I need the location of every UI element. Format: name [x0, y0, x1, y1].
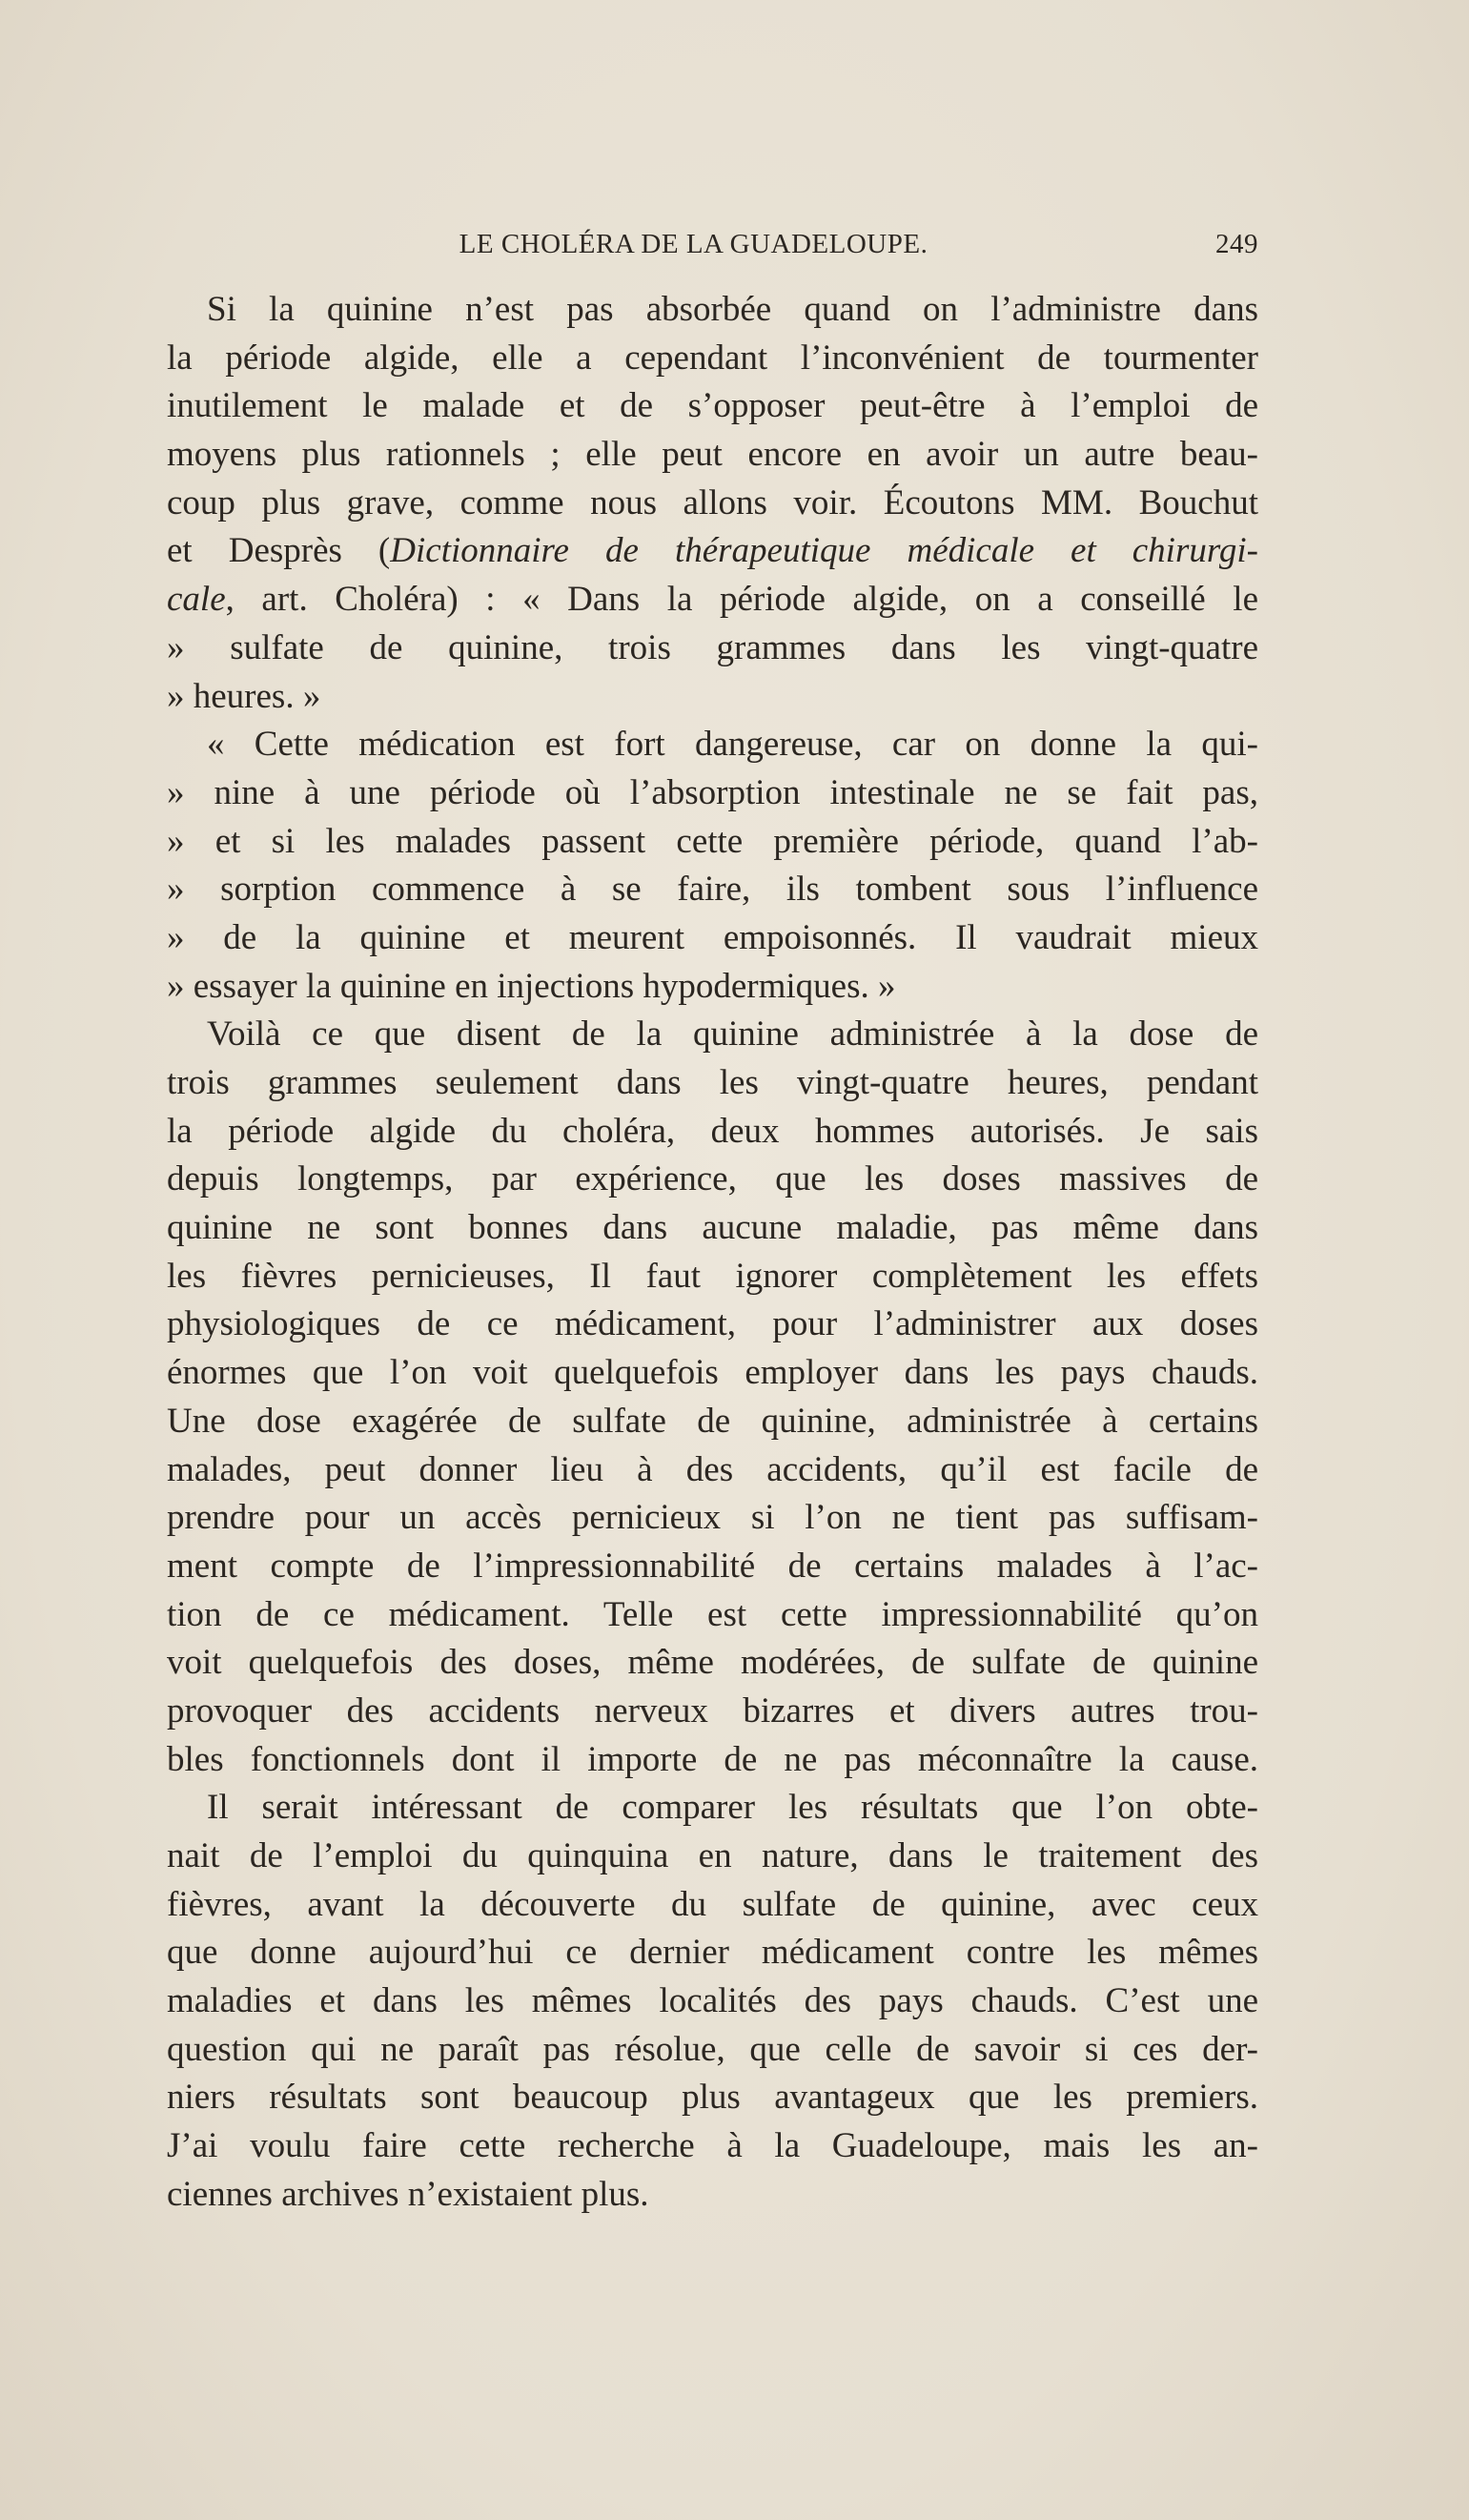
text-segment: coup plus grave, comme nous allons voir. Écoutons MM. Bouchut: [167, 482, 1258, 522]
text-segment: inutilement le malade et de s’opposer peut-être à l’emploi de: [167, 386, 1258, 426]
text-line: [167, 1881, 1258, 1930]
text-line: [167, 527, 1258, 576]
text-line: [167, 2074, 1258, 2122]
text-segment: bles fonctionnels dont il importe de ne pas méconnaître la cause.: [167, 1739, 1258, 1779]
text-line: [167, 382, 1258, 431]
text-segment: ment compte de l’impressionnabilité de certains malades à l’ac-: [167, 1546, 1258, 1586]
text-segment: physiologiques de ce médicament, pour l’administrer aux doses: [167, 1304, 1258, 1344]
text-segment: Si la quinine n’est pas absorbée quand on l’administre dans: [207, 290, 1258, 329]
text-line: [167, 866, 1258, 914]
text-segment: voit quelquefois des doses, même modérées, de sulfate de quinine: [167, 1643, 1258, 1683]
text-line: [167, 431, 1258, 480]
italic-text: cale: [167, 580, 226, 620]
text-line: [167, 818, 1258, 867]
text-segment: » de la quinine et meurent empoisonnés. Il vaudrait mieux: [167, 917, 1258, 957]
text-line: [167, 1543, 1258, 1591]
text-segment: maladies et dans les mêmes localités des pays chauds. C’est une: [167, 1981, 1258, 2021]
text-line: [167, 963, 1258, 1012]
text-segment: énormes que l’on voit quelquefois employer dans les pays chauds.: [167, 1353, 1258, 1393]
text-line: [167, 1833, 1258, 1881]
text-line: [167, 1591, 1258, 1640]
text-line: [167, 1156, 1258, 1204]
text-line: [167, 1349, 1258, 1398]
text-segment: malades, peut donner lieu à des accidents, qu’il est facile de: [167, 1449, 1258, 1489]
running-title: LE CHOLÉRA DE LA GUADELOUPE.: [459, 229, 928, 259]
text-line: [167, 721, 1258, 769]
text-segment: Il serait intéressant de comparer les résultats que l’on obte-: [207, 1788, 1258, 1828]
text-line: [167, 1398, 1258, 1446]
text-line: [167, 2171, 1258, 2220]
text-line: [167, 576, 1258, 625]
text-segment: , art. Choléra) : « Dans la période algide, on a conseillé le: [225, 580, 1258, 620]
text-line: [167, 673, 1258, 722]
text-line: [167, 1639, 1258, 1688]
body-text: [167, 286, 1258, 2220]
text-segment: « Cette médication est fort dangereuse, car on donne la qui-: [207, 725, 1258, 765]
text-line: [167, 2122, 1258, 2171]
italic-text: Dictionnaire de thérapeutique médicale et chirurgi-: [390, 531, 1258, 571]
text-segment: Une dose exagérée de sulfate de quinine, administrée à certains: [167, 1401, 1258, 1441]
text-line: [167, 1204, 1258, 1253]
text-segment: ciennes archives n’existaient plus.: [167, 2174, 649, 2214]
running-header: [167, 229, 1258, 271]
text-segment: moyens plus rationnels ; elle peut encore en avoir un autre beau-: [167, 435, 1258, 475]
text-segment: » nine à une période où l’absorption intestinale ne se fait pas,: [167, 772, 1258, 812]
text-line: [167, 1688, 1258, 1736]
text-line: [167, 914, 1258, 963]
text-segment: niers résultats sont beaucoup plus avantageux que les premiers.: [167, 2078, 1258, 2118]
text-segment: et Desprès (: [167, 531, 391, 571]
text-segment: Voilà ce que disent de la quinine administrée à la dose de: [207, 1014, 1258, 1055]
text-line: [167, 1784, 1258, 1833]
text-line: [167, 1736, 1258, 1785]
text-line: [167, 1301, 1258, 1349]
text-segment: tion de ce médicament. Telle est cette impressionnabilité qu’on: [167, 1594, 1258, 1634]
text-line: [167, 1253, 1258, 1301]
text-segment: quinine ne sont bonnes dans aucune maladie, pas même dans: [167, 1208, 1258, 1248]
text-segment: » heures. »: [167, 676, 321, 716]
text-segment: J’ai voulu faire cette recherche à la Guadeloupe, mais les an-: [167, 2126, 1258, 2166]
text-segment: la période algide, elle a cependant l’inconvénient de tourmenter: [167, 338, 1258, 378]
text-segment: fièvres, avant la découverte du sulfate de quinine, avec ceux: [167, 1884, 1258, 1924]
text-segment: les fièvres pernicieuses, Il faut ignorer complètement les effets: [167, 1256, 1258, 1296]
text-line: [167, 1929, 1258, 1977]
text-line: [167, 1059, 1258, 1108]
text-line: [167, 1446, 1258, 1495]
text-segment: la période algide du choléra, deux hommes autorisés. Je sais: [167, 1111, 1258, 1151]
page-number: 249: [1215, 229, 1258, 259]
text-segment: prendre pour un accès pernicieux si l’on ne tient pas suffisam-: [167, 1498, 1258, 1538]
text-segment: question qui ne paraît pas résolue, que celle de savoir si ces der-: [167, 2029, 1258, 2069]
text-line: [167, 335, 1258, 383]
text-line: [167, 480, 1258, 528]
text-line: [167, 2026, 1258, 2075]
text-line: [167, 1494, 1258, 1543]
text-line: [167, 1977, 1258, 2026]
text-line: [167, 769, 1258, 818]
text-segment: trois grammes seulement dans les vingt-quatre heures, pendant: [167, 1063, 1258, 1102]
text-segment: » et si les malades passent cette première période, quand l’ab-: [167, 821, 1258, 861]
text-segment: que donne aujourd’hui ce dernier médicament contre les mêmes: [167, 1933, 1258, 1973]
text-segment: » sorption commence à se faire, ils tombent sous l’influence: [167, 870, 1258, 910]
text-segment: » essayer la quinine en injections hypodermiques. »: [167, 966, 896, 1006]
text-line: [167, 1011, 1258, 1059]
text-line: [167, 625, 1258, 673]
text-segment: nait de l’emploi du quinquina en nature, dans le traitement des: [167, 1836, 1258, 1875]
text-line: [167, 286, 1258, 335]
text-line: [167, 1108, 1258, 1157]
text-segment: depuis longtemps, par expérience, que les doses massives de: [167, 1159, 1258, 1199]
text-segment: » sulfate de quinine, trois grammes dans les vingt-quatre: [167, 627, 1258, 667]
text-segment: provoquer des accidents nerveux bizarres et divers autres trou-: [167, 1690, 1258, 1731]
